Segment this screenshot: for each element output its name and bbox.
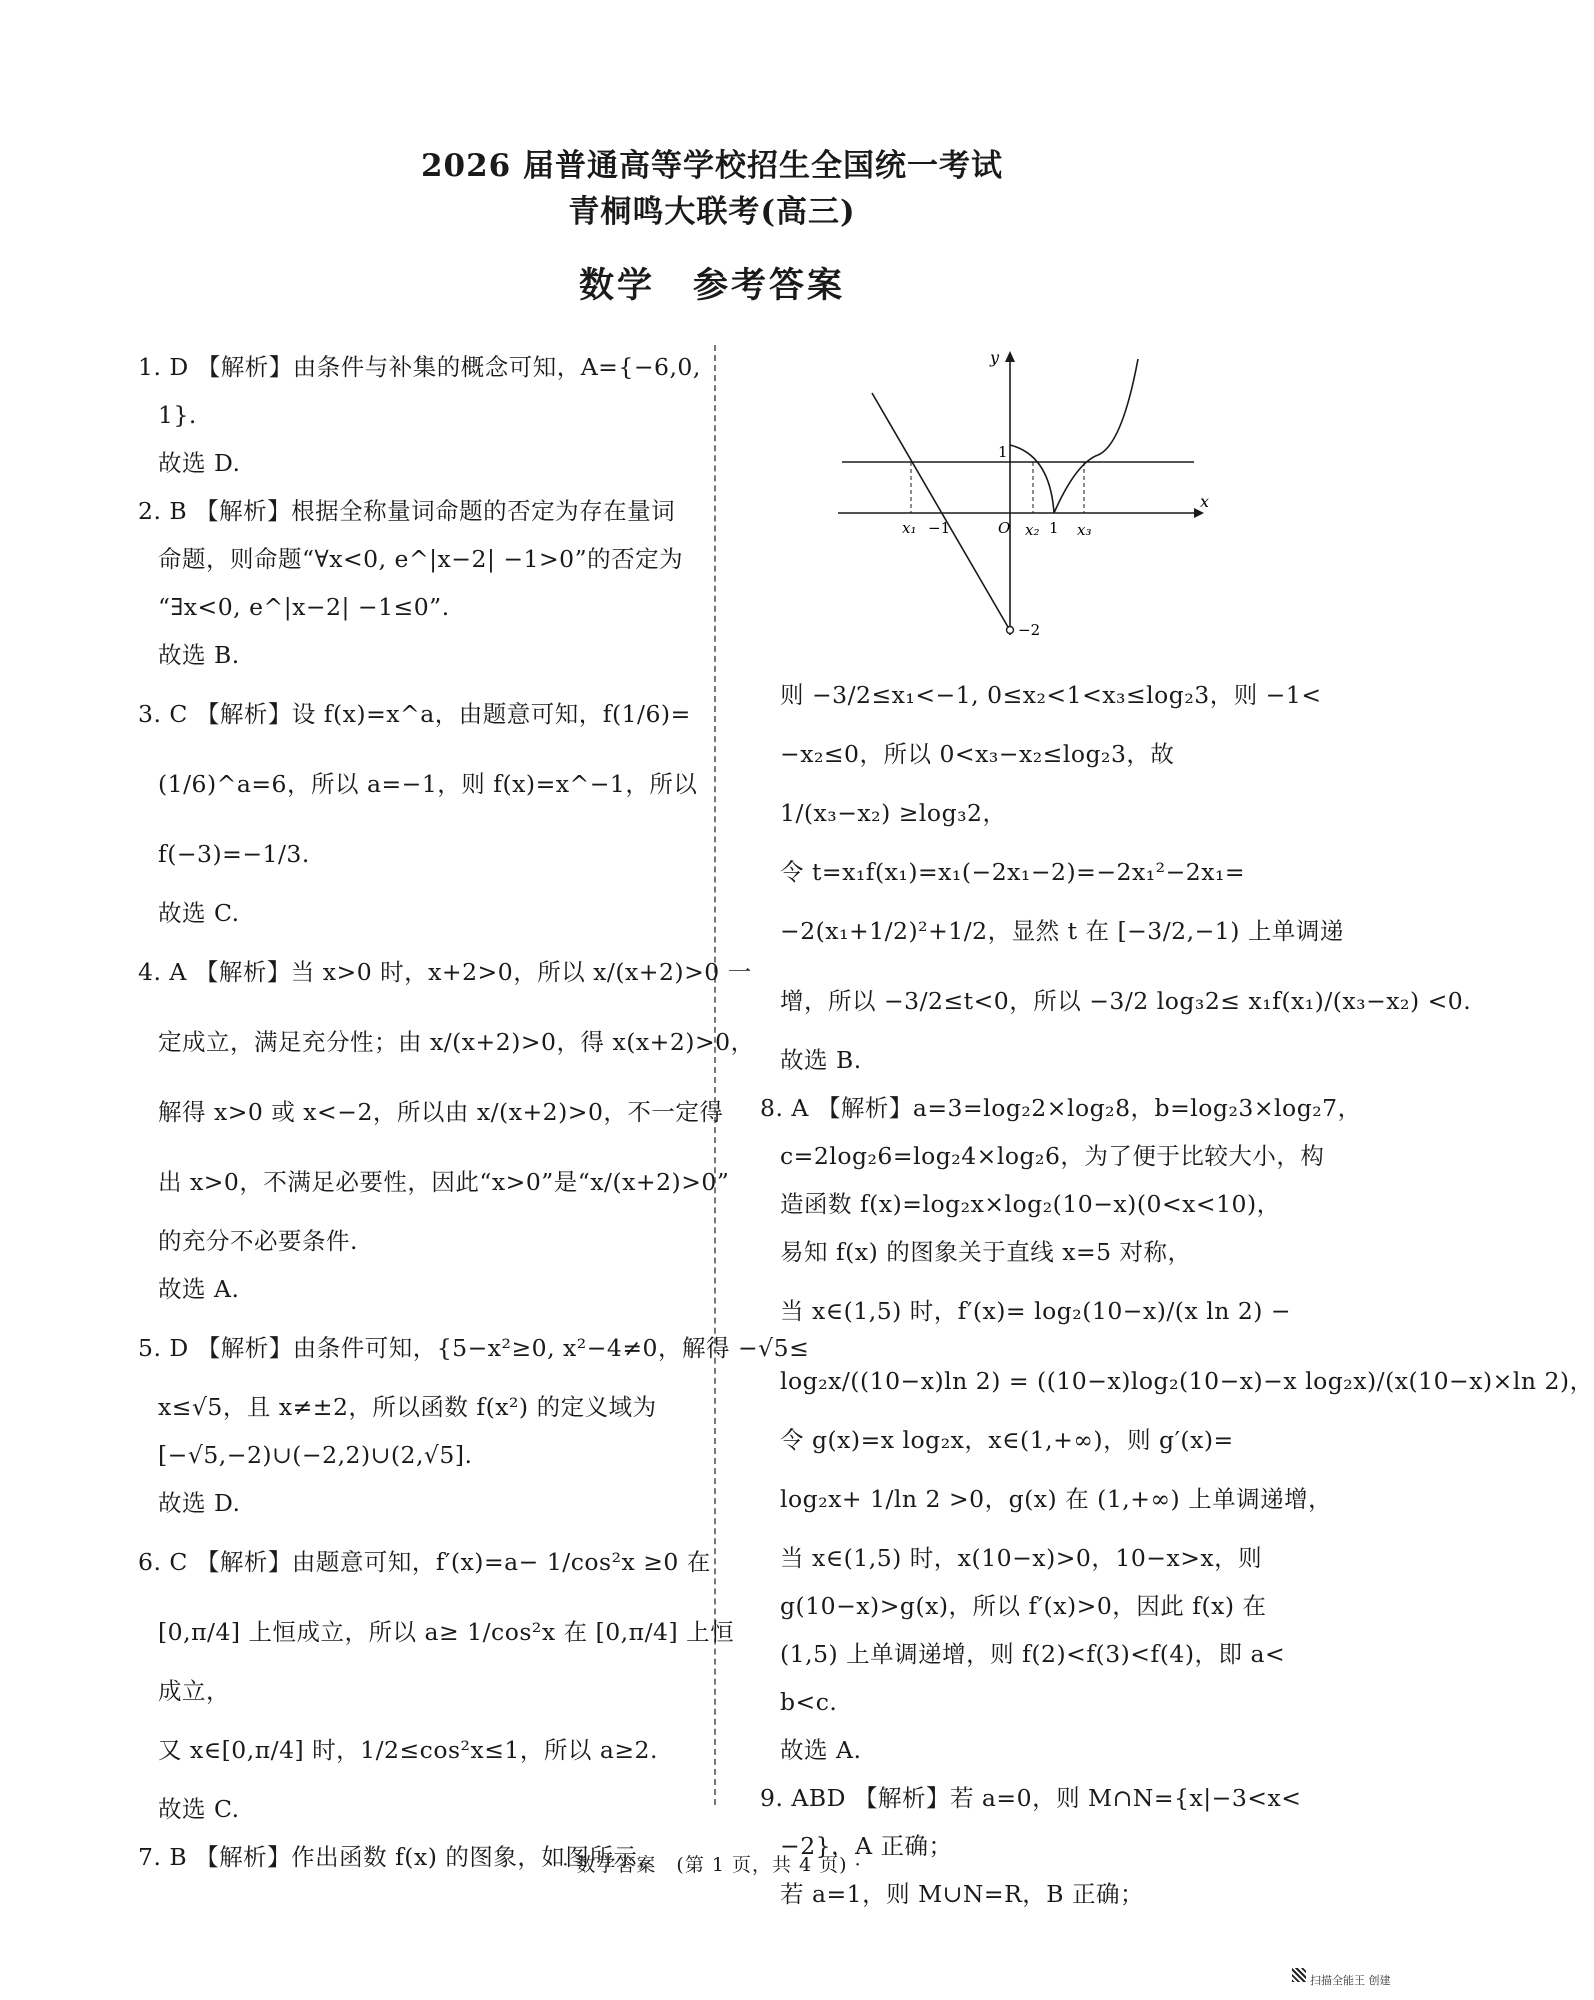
answer-line: log₂x/((10−x)ln 2) = ((10−x)log₂(10−x)−x log₂x)/(x(10−x)×ln 2)，	[780, 1367, 1594, 1395]
answer-line: 定成立，满足充分性；由 x/(x+2)>0，得 x(x+2)>0，	[158, 1028, 755, 1056]
answer-line: 令 g(x)=x log₂x，x∈(1,+∞)，则 g′(x)=	[780, 1426, 1234, 1454]
answer-line: log₂x+ 1/ln 2 >0，g(x) 在 (1,+∞) 上单调递增，	[780, 1485, 1333, 1513]
answer-line: 7. B 【解析】作出函数 f(x) 的图象，如图所示，	[138, 1843, 662, 1871]
answer-line: 8. A 【解析】a=3=log₂2×log₂8，b=log₂3×log₂7，	[760, 1094, 1362, 1122]
y-axis-label: y	[990, 348, 1000, 367]
answer-line: 又 x∈[0,π/4] 时，1/2≤cos²x≤1，所以 a≥2.	[158, 1736, 658, 1764]
answer-line: 故选 D.	[158, 449, 241, 477]
answer-line: 故选 D.	[158, 1489, 241, 1517]
answer-line: 命题，则命题“∀x<0, e^|x−2| −1>0”的否定为	[158, 545, 684, 573]
exam-title: 2026 届普通高等学校招生全国统一考试	[420, 148, 1004, 184]
answer-line: 令 t=x₁f(x₁)=x₁(−2x₁−2)=−2x₁²−2x₁=	[780, 858, 1246, 886]
x1-label: x₁	[902, 519, 917, 537]
answer-line: 易知 f(x) 的图象关于直线 x=5 对称，	[780, 1238, 1192, 1266]
page-footer: · 数学答案 (第 1 页，共 4 页) ·	[562, 1854, 862, 1876]
x-axis-label: x	[1200, 492, 1210, 511]
answer-line: 造函数 f(x)=log₂x×log₂(10−x)(0<x<10)，	[780, 1190, 1281, 1218]
minus-one-label: −1	[928, 519, 951, 537]
answer-line: 1}.	[158, 401, 197, 429]
qr-code-icon	[1292, 1968, 1306, 1982]
answer-line: x≤√5，且 x≠±2，所以函数 f(x²) 的定义域为	[158, 1393, 657, 1421]
answer-line: (1,5) 上单调递增，则 f(2)<f(3)<f(4)，即 a<	[780, 1640, 1286, 1668]
answer-line: 出 x>0，不满足必要性，因此“x>0”是“x/(x+2)>0”	[158, 1168, 730, 1196]
answer-line: [0,π/4] 上恒成立，所以 a≥ 1/cos²x 在 [0,π/4] 上恒	[158, 1618, 735, 1646]
answer-line: 则 −3/2≤x₁<−1, 0≤x₂<1<x₃≤log₂3，则 −1<	[780, 681, 1322, 709]
open-point	[1007, 627, 1014, 634]
answer-line: 当 x∈(1,5) 时，f′(x)= log₂(10−x)/(x ln 2) −	[780, 1297, 1292, 1325]
answer-line: 故选 B.	[158, 641, 240, 669]
answer-line: g(10−x)>g(x)，所以 f′(x)>0，因此 f(x) 在	[780, 1592, 1267, 1620]
answer-line: 1. D 【解析】由条件与补集的概念可知，A={−6,0,	[138, 353, 701, 381]
answer-line: 若 a=1，则 M∪N=R，B 正确；	[780, 1880, 1145, 1908]
answer-line: “∃x<0, e^|x−2| −1≤0”.	[158, 593, 450, 621]
answer-line: 的充分不必要条件.	[158, 1227, 358, 1255]
answer-line: 故选 C.	[158, 1795, 240, 1823]
answer-line: 1/(x₃−x₂) ≥log₃2，	[780, 799, 1007, 827]
answer-line: 5. D 【解析】由条件可知，{5−x²≥0, x²−4≠0，解得 −√5≤	[138, 1334, 810, 1362]
answer-line: −2(x₁+1/2)²+1/2，显然 t 在 [−3/2,−1) 上单调递	[780, 917, 1344, 945]
exam-subtitle: 青桐鸣大联考(高三)	[568, 194, 856, 230]
answer-line: b<c.	[780, 1688, 838, 1716]
answer-line: 增，所以 −3/2≤t<0，所以 −3/2 log₃2≤ x₁f(x₁)/(x₃−x₂) <0.	[780, 987, 1472, 1015]
answer-line: 故选 C.	[158, 899, 240, 927]
curve-right-branch	[1054, 359, 1138, 513]
answer-line: 故选 A.	[780, 1736, 862, 1764]
answer-line: 3. C 【解析】设 f(x)=x^a，由题意可知，f(1/6)=	[138, 700, 691, 728]
answer-line: 4. A 【解析】当 x>0 时，x+2>0，所以 x/(x+2)>0 一	[138, 958, 752, 986]
x2-label: x₂	[1025, 521, 1040, 539]
x3-label: x₃	[1077, 521, 1092, 539]
answer-line: 解得 x>0 或 x<−2，所以由 x/(x+2)>0，不一定得	[158, 1098, 724, 1126]
page-heading: 数学 参考答案	[578, 266, 845, 306]
answer-line: −x₂≤0，所以 0<x₃−x₂≤log₂3，故	[780, 740, 1175, 768]
answer-line: (1/6)^a=6，所以 a=−1，则 f(x)=x^−1，所以	[158, 770, 698, 798]
answer-line: −2}，A 正确；	[780, 1832, 953, 1860]
curve-left-branch	[872, 393, 1011, 627]
answer-line: 成立，	[158, 1677, 230, 1705]
answer-line: 故选 B.	[780, 1046, 862, 1074]
x-one-label: 1	[1049, 519, 1059, 537]
answer-line: 9. ABD 【解析】若 a=0，则 M∩N={x|−3<x<	[760, 1784, 1302, 1812]
answer-line: c=2log₂6=log₂4×log₂6，为了便于比较大小，构	[780, 1142, 1325, 1170]
answer-line: f(−3)=−1/3.	[158, 840, 310, 868]
answer-line: 当 x∈(1,5) 时，x(10−x)>0，10−x>x，则	[780, 1544, 1263, 1572]
scanner-watermark: 扫描全能王 创建	[1310, 1974, 1391, 1987]
minus-two-label: −2	[1018, 621, 1041, 639]
right-column	[760, 660, 1594, 1918]
y-arrow-icon	[1005, 351, 1015, 362]
origin-label: O	[998, 519, 1011, 537]
function-graph	[838, 345, 1210, 645]
answer-line: 故选 A.	[158, 1275, 240, 1303]
answer-line: 6. C 【解析】由题意可知，f′(x)=a− 1/cos²x ≥0 在	[138, 1548, 711, 1576]
answer-line: 2. B 【解析】根据全称量词命题的否定为存在量词	[138, 497, 676, 525]
answer-line: [−√5,−2)∪(−2,2)∪(2,√5].	[158, 1441, 473, 1469]
curve-middle-branch	[1010, 445, 1054, 513]
y-one-label: 1	[998, 443, 1008, 461]
